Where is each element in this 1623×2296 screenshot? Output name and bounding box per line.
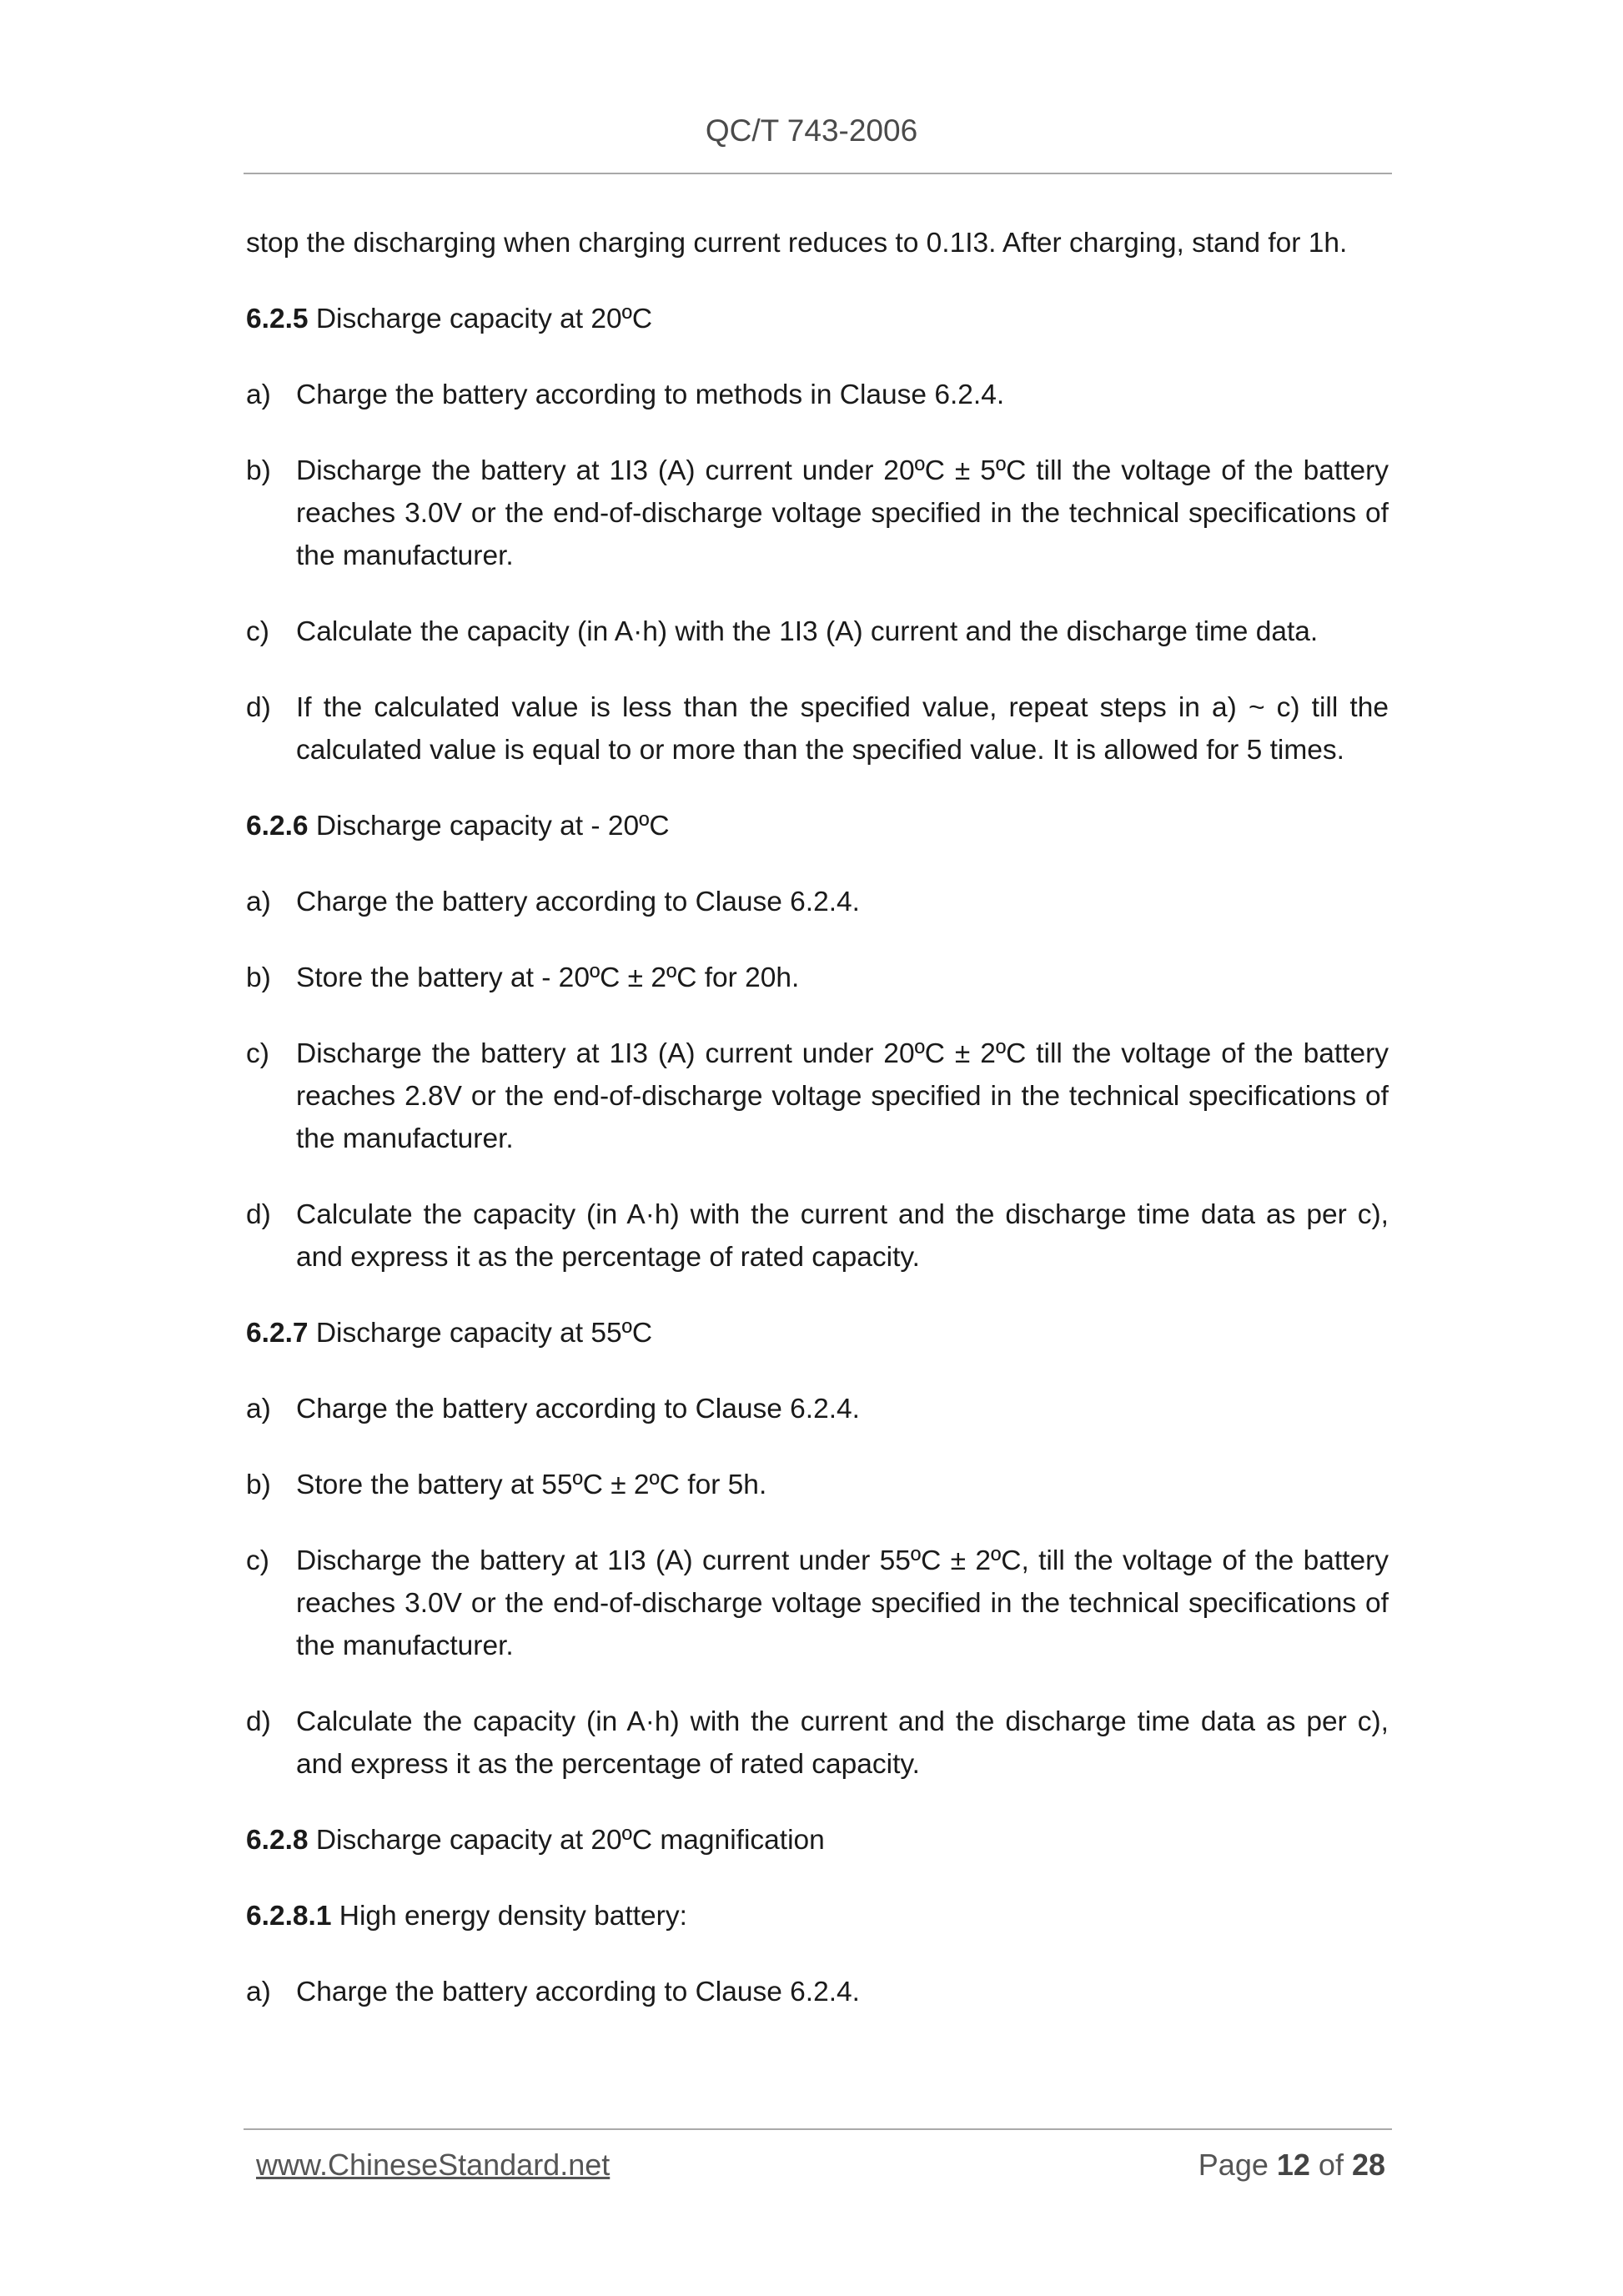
list-item-text: Calculate the capacity (in A·h) with the current and the discharge time data as per c), and express it as the percentage of rated capacity.	[296, 1199, 1389, 1273]
list-item-text: Charge the battery according to Clause 6.2.4.	[296, 1394, 860, 1424]
list-item	[246, 1464, 1389, 1506]
section-title: Discharge capacity at 20ºC magnification	[308, 1825, 825, 1856]
list-item-text: If the calculated value is less than the specified value, repeat steps in a) ~ c) till the calculated value is equal to or more than the specified value. It is allowed for 5 times.	[296, 692, 1389, 766]
section-number: 6.2.7	[246, 1318, 309, 1349]
list-item-label: a)	[246, 379, 271, 410]
section-number: 6.2.8.1	[246, 1901, 332, 1932]
list-item-text: Discharge the battery at 1I3 (A) current under 55ºC ± 2ºC, till the voltage of the battery reaches 3.0V or the end-of-discharge voltage specified in the technical specifications of the manufacturer.	[296, 1545, 1389, 1661]
section-heading	[246, 1312, 1389, 1354]
list-item	[246, 1032, 1389, 1160]
section-heading	[246, 805, 1389, 847]
list-item-label: b)	[246, 1470, 271, 1500]
current-page: 12	[1276, 2148, 1310, 2182]
list-item	[246, 1388, 1389, 1430]
list-item	[246, 881, 1389, 923]
section-number: 6.2.8	[246, 1825, 309, 1856]
list-item-text: Charge the battery according to Clause 6.2.4.	[296, 1977, 860, 2007]
list-item	[246, 450, 1389, 577]
website-link[interactable]: www.ChineseStandard.net	[256, 2148, 611, 2182]
list-item	[246, 1540, 1389, 1667]
section-number: 6.2.5	[246, 304, 309, 334]
list-item-text: Charge the battery according to methods in Clause 6.2.4.	[296, 379, 1005, 410]
list-item-text: Discharge the battery at 1I3 (A) current under 20ºC ± 2ºC till the voltage of the battery reaches 2.8V or the end-of-discharge voltage specified in the technical specifications of the manufacturer.	[296, 1038, 1389, 1154]
page-header: QC/T 743-2006	[705, 113, 918, 148]
list-item	[246, 1701, 1389, 1786]
total-pages: 28	[1351, 2148, 1385, 2182]
paragraph: stop the discharging when charging current reduces to 0.1I3. After charging, stand for 1h.	[246, 228, 1348, 259]
list-item-label: c)	[246, 1545, 269, 1576]
list-item	[246, 610, 1389, 653]
list-item-label: c)	[246, 1038, 269, 1069]
list-item-label: d)	[246, 1706, 271, 1737]
list-item-text: Store the battery at 55ºC ± 2ºC for 5h.	[296, 1470, 767, 1500]
section-title: Discharge capacity at - 20ºC	[308, 811, 670, 842]
list-item-text: Calculate the capacity (in A·h) with the 1I3 (A) current and the discharge time data.	[296, 616, 1319, 647]
section-heading	[246, 298, 1389, 340]
list-item-label: a)	[246, 1977, 271, 2007]
section-heading	[246, 1895, 1389, 1937]
section-heading	[246, 1819, 1389, 1861]
header-divider	[244, 173, 1392, 174]
list-item-text: Charge the battery according to Clause 6.2.4.	[296, 887, 860, 917]
list-item-text: Discharge the battery at 1I3 (A) current under 20ºC ± 5ºC till the voltage of the battery reaches 3.0V or the end-of-discharge voltage specified in the technical specifications of the manufacturer.	[296, 455, 1389, 571]
list-item	[246, 374, 1389, 416]
list-item-text: Calculate the capacity (in A·h) with the current and the discharge time data as per c), and express it as the percentage of rated capacity.	[296, 1706, 1389, 1780]
section-title: Discharge capacity at 20ºC	[308, 304, 653, 334]
list-item-label: b)	[246, 962, 271, 993]
page-number: Page 12 of 28	[1198, 2148, 1385, 2182]
document-body	[246, 222, 1389, 2047]
list-item	[246, 1971, 1389, 2013]
list-item-label: b)	[246, 455, 271, 486]
list-item	[246, 1193, 1389, 1279]
section-title: High energy density battery:	[331, 1901, 687, 1932]
list-item-text: Store the battery at - 20ºC ± 2ºC for 20h.	[296, 962, 800, 993]
section-title: Discharge capacity at 55ºC	[308, 1318, 653, 1349]
section-number: 6.2.6	[246, 811, 309, 842]
list-item-label: d)	[246, 692, 271, 723]
list-item-label: d)	[246, 1199, 271, 1230]
list-item	[246, 957, 1389, 999]
list-item	[246, 686, 1389, 771]
list-item-label: c)	[246, 616, 269, 647]
footer-divider	[244, 2128, 1392, 2130]
list-item-label: a)	[246, 1394, 271, 1424]
list-item-label: a)	[246, 887, 271, 917]
